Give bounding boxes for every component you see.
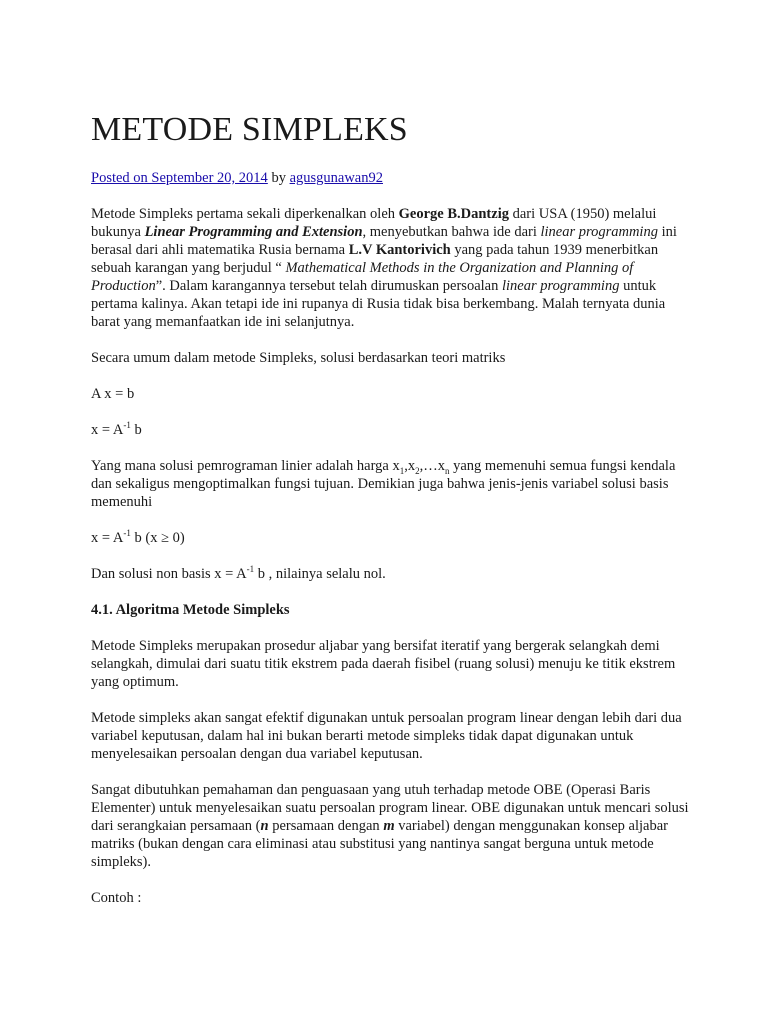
posted-date-link[interactable]: Posted on September 20, 2014 bbox=[91, 170, 268, 186]
non-basis-paragraph: Dan solusi non basis $x = A^{-1}$ b , nilainya selalu nol. bbox=[91, 564, 386, 582]
article bbox=[91, 110, 691, 925]
effectiveness-paragraph: Metode simpleks akan sangat efektif digunakan untuk persoalan program linear dengan lebih dari dua variabel keputusan, dalam hal ini bukan berarti metode simpleks tidak dapat digunakan untuk menyelesaikan persoalan dengan dua variabel keputusan. bbox=[91, 710, 682, 762]
algorithm-paragraph: Metode Simpleks merupakan prosedur aljabar yang bersifat iteratif yang bergerak selangkah demi selangkah, dimulai dari suatu titik ekstrem pada daerah fisibel (ruang solusi) menuju ke titik ekstrem yang optimum. bbox=[91, 638, 676, 690]
page-title: METODE SIMPLEKS bbox=[91, 111, 408, 148]
example-label: Contoh : bbox=[91, 890, 142, 906]
equation-basis-condition: $x = A^{-1}$ b (x ≥ 0) bbox=[91, 528, 185, 546]
author-link[interactable]: agusgunawan92 bbox=[289, 170, 383, 186]
section-heading: 4.1. Algoritma Metode Simpleks bbox=[91, 602, 290, 618]
equation-ax-b: A x = b bbox=[91, 386, 135, 402]
post-meta bbox=[91, 169, 691, 187]
intro-paragraph: Metode Simpleks pertama sekali diperkenalkan oleh George B.Dantzig dari USA (1950) melalui bukunya Linear Programming and Extension, menyebutkan bahwa ide dari linear programming ini berasal dari ahli matematika Rusia bernama L.V Kantorivich yang pada tahun 1939 menerbitkan sebuah karangan yang berjudul “ Mathematical Methods in the Organization and Planning of Production”. Dalam karangannya tersebut telah dirumuskan persoalan linear programming untuk pertama kalinya. Akan tetapi ide ini rupanya di Rusia tidak bisa berkembang. Malah ternyata dunia barat yang memanfaatkan ide ini selanjutnya. bbox=[91, 206, 677, 330]
matrix-theory-paragraph: Secara umum dalam metode Simpleks, solusi berdasarkan teori matriks bbox=[91, 350, 506, 366]
obe-paragraph: Sangat dibutuhkan pemahaman dan penguasaan yang utuh terhadap metode OBE (Operasi Baris Elementer) untuk menyelesaikan suatu persoalan program linear. OBE digunakan untuk mencari solusi dari serangkaian persamaan (n persamaan dengan m variabel) dengan menggunakan konsep aljabar matriks (bukan dengan cara eliminasi atau substitusi yang nantinya sangat berguna untuk metode simpleks). bbox=[91, 782, 689, 870]
equation-x-inverse: $x = A^{-1}$ b bbox=[91, 420, 142, 438]
solution-paragraph: Yang mana solusi pemrograman linier adalah harga $x_1,x_2,\dots x_n$ yang memenuhi semua fungsi kendala dan sekaligus mengoptimalkan fungsi tujuan. Demikian juga bahwa jenis-jenis variabel solusi basis memenuhi bbox=[91, 458, 676, 510]
by-label: by bbox=[271, 170, 286, 186]
